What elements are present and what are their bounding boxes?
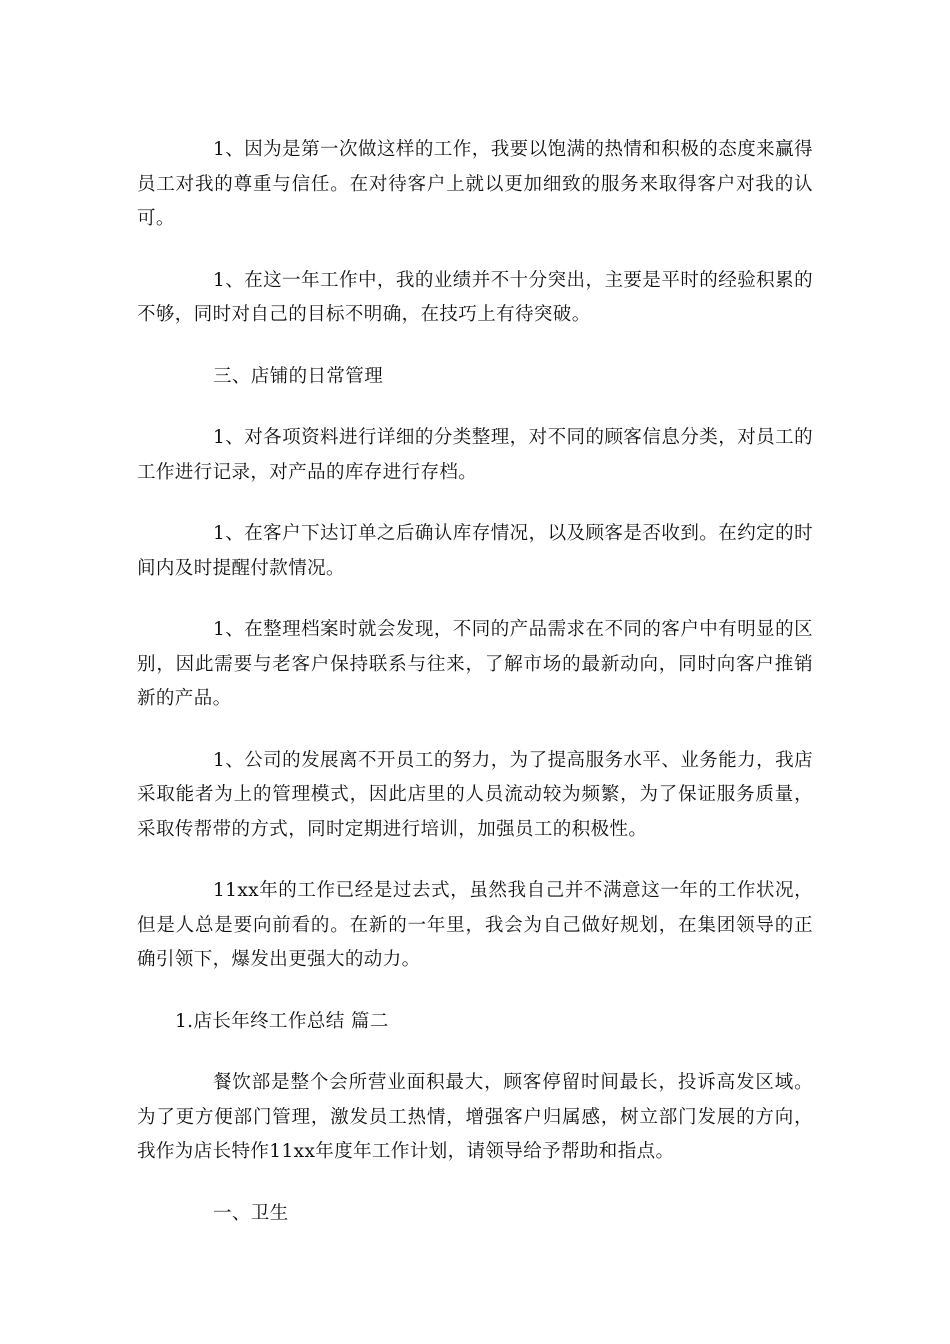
paragraph-1: 1、因为是第一次做这样的工作，我要以饱满的热情和积极的态度来赢得员工对我的尊重与信任。在对待客户上就以更加细致的服务来取得客户对我的认可。 [137,139,813,229]
paragraph-6: 1、在整理档案时就会发现，不同的产品需求在不同的客户中有明显的区别，因此需要与老客户保持联系与往来，了解市场的最新动向，同时向客户推销新的产品。 [137,619,813,709]
section-heading-3: 三、店铺的日常管理 [213,365,384,387]
paragraph-7: 1、公司的发展离不开员工的努力，为了提高服务水平、业务能力，我店采取能者为上的管理模式，因此店里的人员流动较为频繁，为了保证服务质量，采取传帮带的方式，同时定期进行培训，加强员工的积极性。 [137,749,813,840]
paragraph-8: 11xx年的工作已经是过去式，虽然我自己并不满意这一年的工作状况，但是人总是要向前看的。在新的一年里，我会为自己做好规划，在集团领导的正确引领下，爆发出更强大的动力。 [137,880,813,970]
paragraph-5: 1、在客户下达订单之后确认库存情况，以及顾客是否收到。在约定的时间内及时提醒付款情况。 [137,523,813,579]
paragraph-10: 餐饮部是整个会所营业面积最大，顾客停留时间最长，投诉高发区域。为了更方便部门管理，激发员工热情，增强客户归属感，树立部门发展的方向，我作为店长特作11xx年度年工作计划，请领导给予帮助和指点。 [137,1072,813,1162]
paragraph-2: 1、在这一年工作中，我的业绩并不十分突出，主要是平时的经验积累的不够，同时对自己的目标不明确，在技巧上有待突破。 [137,269,813,325]
paragraph-4: 1、对各项资料进行详细的分类整理，对不同的顾客信息分类，对员工的工作进行记录，对产品的库存进行存档。 [137,427,813,483]
section-heading-9: 1.店长年终工作总结 篇二 [175,1010,389,1032]
section-heading-11: 一、卫生 [213,1202,289,1224]
document-body [137,133,813,1258]
